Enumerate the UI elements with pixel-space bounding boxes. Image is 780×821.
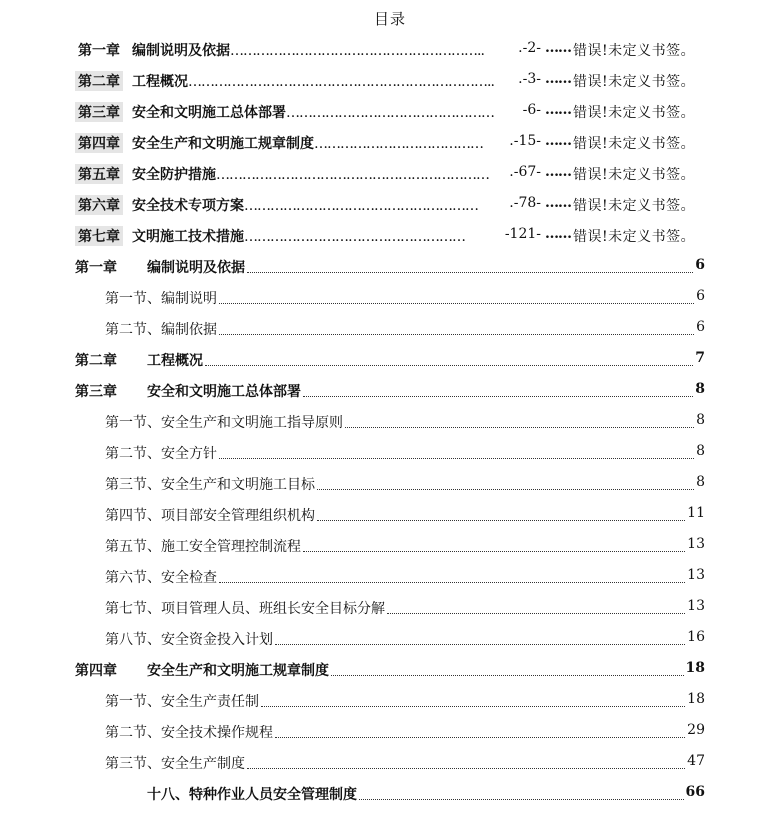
bookmark-error-message: 错误!未定义书签。 xyxy=(573,167,696,183)
entry-page-number: 13 xyxy=(687,598,705,614)
toc-error-entry[interactable] xyxy=(0,189,780,220)
toc-entry[interactable] xyxy=(0,654,780,685)
toc-list xyxy=(0,34,780,809)
bookmark-error-message: 错误!未定义书签。 xyxy=(573,105,696,121)
dot-leader: …… xyxy=(545,71,571,87)
toc-title: 目录 xyxy=(373,10,406,28)
entry-chapter: 第六章 xyxy=(75,195,123,215)
entry-title: 第二节、编制依据 xyxy=(105,322,217,338)
toc-entry[interactable] xyxy=(0,778,780,809)
entry-title: 第三节、安全生产和文明施工目标 xyxy=(105,477,315,493)
entry-page-number: 6 xyxy=(696,288,705,304)
dot-leader xyxy=(247,768,685,769)
dot-leader xyxy=(219,334,694,335)
dot-leader: ………………………………… xyxy=(314,136,483,152)
entry-chapter: 第三章 xyxy=(75,102,123,122)
bookmark-error-message: 错误!未定义书签。 xyxy=(573,198,696,214)
toc-entry[interactable] xyxy=(0,530,780,561)
entry-page-number: 13 xyxy=(687,536,705,552)
entry-title: 第五节、施工安全管理控制流程 xyxy=(105,539,301,555)
entry-page-number: 66 xyxy=(685,784,705,800)
entry-title: 文明施工技术措施…………………………………………… xyxy=(132,229,465,245)
dot-leader: …… xyxy=(545,40,571,56)
bookmark-error-message: 错误!未定义书签。 xyxy=(573,229,696,245)
dot-leader xyxy=(219,303,694,304)
toc-entry[interactable] xyxy=(0,251,780,282)
entry-chapter: 第二章 xyxy=(75,353,117,369)
entry-title: 安全和文明施工总体部署 xyxy=(147,384,301,400)
dot-leader xyxy=(303,551,685,552)
entry-page-code: .-78- xyxy=(509,195,541,211)
entry-page-number: 13 xyxy=(687,567,705,583)
toc-entry[interactable] xyxy=(0,437,780,468)
dot-leader: ……………………………………………………… xyxy=(216,167,489,183)
entry-chapter: 第五章 xyxy=(75,164,123,184)
toc-entry[interactable] xyxy=(0,561,780,592)
entry-title: 安全和文明施工总体部署………………………………………… xyxy=(132,105,494,121)
dot-leader: …… xyxy=(545,133,571,149)
entry-page-code: .-15- xyxy=(509,133,541,149)
entry-chapter: 第三章 xyxy=(75,384,117,400)
dot-leader xyxy=(205,365,693,366)
entry-page-code: .-2- xyxy=(518,40,541,56)
toc-entry[interactable] xyxy=(0,375,780,406)
toc-error-entry[interactable] xyxy=(0,65,780,96)
entry-title: 安全生产和文明施工规章制度………………………………… xyxy=(132,136,483,152)
entry-chapter: 第七章 xyxy=(75,226,123,246)
dot-leader xyxy=(275,737,685,738)
toc-entry[interactable] xyxy=(0,406,780,437)
toc-error-entry[interactable] xyxy=(0,158,780,189)
dot-leader: …… xyxy=(545,226,571,242)
toc-entry[interactable] xyxy=(0,344,780,375)
dot-leader xyxy=(345,427,694,428)
entry-page-number: 8 xyxy=(696,443,705,459)
entry-title: 工程概况…………………………………………………………….. xyxy=(132,74,494,90)
toc-error-entry[interactable] xyxy=(0,220,780,251)
entry-chapter: 第四章 xyxy=(75,663,117,679)
entry-chapter: 第一章 xyxy=(75,260,117,276)
toc-entry[interactable] xyxy=(0,747,780,778)
entry-title: 第四节、项目部安全管理组织机构 xyxy=(105,508,315,524)
entry-chapter: 第二章 xyxy=(75,71,123,91)
entry-page-number: 8 xyxy=(695,381,705,397)
dot-leader xyxy=(303,396,693,397)
entry-title: 安全防护措施……………………………………………………… xyxy=(132,167,489,183)
entry-title: 第八节、安全资金投入计划 xyxy=(105,632,273,648)
dot-leader: ………………………………………… xyxy=(286,105,494,121)
toc-entry[interactable] xyxy=(0,468,780,499)
toc-entry[interactable] xyxy=(0,592,780,623)
entry-page-number: 29 xyxy=(687,722,705,738)
entry-title: 安全生产和文明施工规章制度 xyxy=(147,663,329,679)
dot-leader xyxy=(331,675,684,676)
entry-page-code: .-3- xyxy=(518,71,541,87)
entry-page-number: 8 xyxy=(696,412,705,428)
entry-title: 第七节、项目管理人员、班组长安全目标分解 xyxy=(105,601,385,617)
dot-leader xyxy=(261,706,685,707)
entry-page-code: -121- xyxy=(504,226,541,242)
entry-page-number: 18 xyxy=(687,691,705,707)
dot-leader: …… xyxy=(545,195,571,211)
bookmark-error-message: 错误!未定义书签。 xyxy=(573,136,696,152)
dot-leader xyxy=(275,644,685,645)
entry-title: 十八、特种作业人员安全管理制度 xyxy=(147,787,357,803)
entry-page-number: 16 xyxy=(687,629,705,645)
dot-leader xyxy=(317,520,685,521)
dot-leader xyxy=(317,489,694,490)
dot-leader: ……………………………………………… xyxy=(244,198,478,214)
entry-title: 第二节、安全技术操作规程 xyxy=(105,725,273,741)
toc-entry[interactable] xyxy=(0,685,780,716)
dot-leader: …… xyxy=(545,102,571,118)
entry-chapter: 第四章 xyxy=(75,133,123,153)
toc-entry[interactable] xyxy=(0,623,780,654)
entry-title: 编制说明及依据………………………………………………….. xyxy=(132,43,484,59)
entry-title: 第六节、安全检查 xyxy=(105,570,217,586)
dot-leader: ………………………………………………….. xyxy=(230,43,484,59)
toc-entry[interactable] xyxy=(0,313,780,344)
entry-title: 编制说明及依据 xyxy=(147,260,245,276)
entry-page-number: 8 xyxy=(696,474,705,490)
entry-page-code: .-67- xyxy=(509,164,541,180)
entry-chapter: 第一章 xyxy=(78,43,120,59)
entry-title: 第一节、编制说明 xyxy=(105,291,217,307)
dot-leader xyxy=(387,613,685,614)
entry-title: 第一节、安全生产和文明施工指导原则 xyxy=(105,415,343,431)
dot-leader xyxy=(219,582,685,583)
entry-page-number: 47 xyxy=(687,753,705,769)
entry-title: 安全技术专项方案……………………………………………… xyxy=(132,198,478,214)
dot-leader xyxy=(247,272,693,273)
toc-entry[interactable] xyxy=(0,716,780,747)
entry-title: 工程概况 xyxy=(147,353,203,369)
toc-error-entry[interactable] xyxy=(0,127,780,158)
toc-error-entry[interactable] xyxy=(0,34,780,65)
toc-entry[interactable] xyxy=(0,499,780,530)
bookmark-error-message: 错误!未定义书签。 xyxy=(573,74,696,90)
toc-error-entry[interactable] xyxy=(0,96,780,127)
dot-leader: …… xyxy=(545,164,571,180)
entry-page-number: 6 xyxy=(696,319,705,335)
entry-title: 第一节、安全生产责任制 xyxy=(105,694,259,710)
toc-entry[interactable] xyxy=(0,282,780,313)
dot-leader xyxy=(359,799,684,800)
dot-leader xyxy=(219,458,694,459)
bookmark-error-message: 错误!未定义书签。 xyxy=(573,43,696,59)
dot-leader: …………………………………………… xyxy=(244,229,465,245)
entry-page-number: 7 xyxy=(695,350,705,366)
entry-title: 第三节、安全生产制度 xyxy=(105,756,245,772)
entry-page-number: 18 xyxy=(685,660,705,676)
entry-page-code: -6- xyxy=(522,102,541,118)
entry-page-number: 11 xyxy=(687,505,705,521)
entry-page-number: 6 xyxy=(695,257,705,273)
dot-leader: …………………………………………………………….. xyxy=(188,74,494,90)
entry-title: 第二节、安全方针 xyxy=(105,446,217,462)
